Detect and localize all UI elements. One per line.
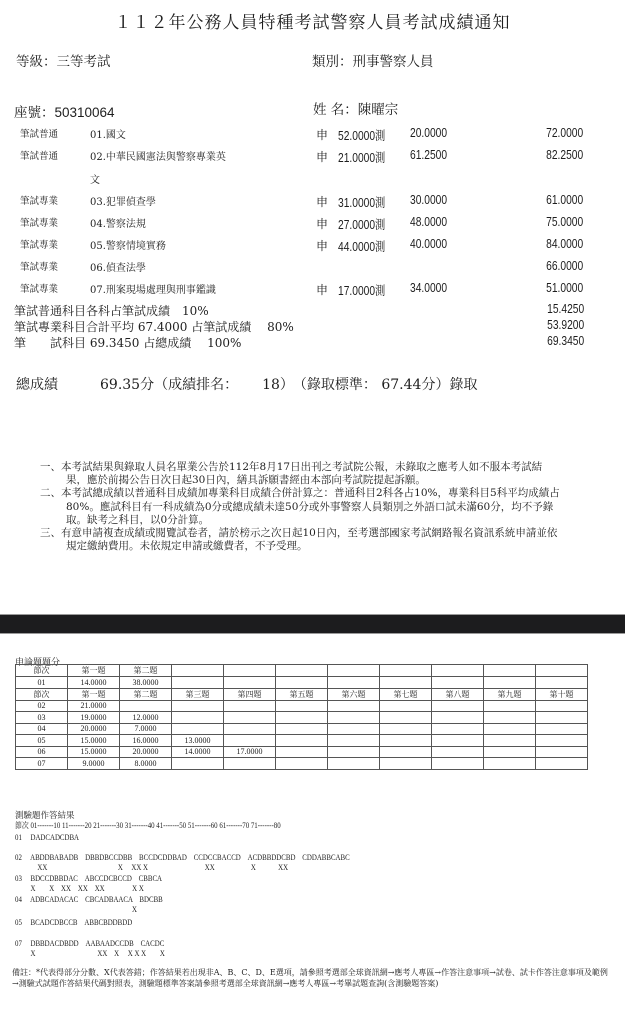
subject-category: 筆試專業 <box>20 240 59 251</box>
summary-label: 筆試專業科目合計平均 67.4000 占筆試成績 80% <box>14 320 294 334</box>
table-cell <box>484 677 536 689</box>
total-score: 69.35分（成績排名： <box>100 377 239 393</box>
answer-line: 07 DBBDACDBDD AABAADCCDB CACDC <box>15 939 165 948</box>
subject-category: 筆試普通 <box>20 129 59 140</box>
table-cell: 7.0000 <box>120 723 172 735</box>
test-score: 61.2500 <box>410 148 448 162</box>
summary-row-written <box>14 334 584 350</box>
wrong-marks-line: X <box>15 905 137 914</box>
table-cell <box>172 665 224 677</box>
subject-total: 66.0000 <box>545 259 583 273</box>
essay-marker: 申 <box>316 150 329 164</box>
table-cell: 14.0000 <box>172 746 224 758</box>
table-cell <box>484 665 536 677</box>
wrong-marks-line: X X XX XX XX X X <box>15 884 144 893</box>
test-score: 30.0000 <box>410 193 448 207</box>
table-cell <box>276 712 328 724</box>
table-cell: 16.0000 <box>120 735 172 747</box>
table-cell <box>172 758 224 770</box>
table-cell: 9.0000 <box>68 758 120 770</box>
subject-row <box>0 259 625 279</box>
table-cell: 節次 <box>16 665 68 677</box>
table-cell: 03 <box>16 712 68 724</box>
subject-name: 03.犯罪偵查學 <box>90 197 156 208</box>
table-cell <box>432 700 484 712</box>
essay-header-row <box>16 665 588 677</box>
table-cell: 第五題 <box>276 688 328 700</box>
essay-score: 44.0000測 <box>338 240 386 254</box>
table-cell <box>328 735 380 747</box>
table-cell <box>172 723 224 735</box>
summary-value: 69.3450 <box>546 334 584 348</box>
table-cell <box>536 712 588 724</box>
table-cell <box>224 758 276 770</box>
table-cell: 15.0000 <box>68 735 120 747</box>
essay-marker: 申 <box>316 239 329 253</box>
essay-score: 21.0000測 <box>338 151 386 165</box>
test-score: 20.0000 <box>410 126 448 140</box>
table-cell <box>120 700 172 712</box>
subject-total: 51.0000 <box>545 281 583 295</box>
table-row <box>16 700 588 712</box>
table-cell: 19.0000 <box>68 712 120 724</box>
table-cell: 01 <box>16 677 68 689</box>
subject-row <box>0 215 625 235</box>
subject-row <box>0 193 625 213</box>
table-cell: 第四題 <box>224 688 276 700</box>
table-cell <box>276 665 328 677</box>
essay-score: 52.0000測 <box>338 129 386 143</box>
table-cell: 20.0000 <box>120 746 172 758</box>
subject-row-continuation <box>0 171 625 191</box>
table-cell <box>484 746 536 758</box>
total-score-line <box>16 374 483 394</box>
table-cell <box>328 700 380 712</box>
table-cell <box>276 746 328 758</box>
table-cell <box>432 735 484 747</box>
table-row <box>16 677 588 689</box>
table-cell: 第九題 <box>484 688 536 700</box>
subject-total: 82.2500 <box>545 148 583 162</box>
table-cell <box>328 712 380 724</box>
test-score: 40.0000 <box>410 237 448 251</box>
table-cell: 12.0000 <box>120 712 172 724</box>
table-cell <box>276 723 328 735</box>
essay-score-table <box>15 664 588 770</box>
table-cell: 第一題 <box>68 688 120 700</box>
note-item: 一、本考試結果與錄取人員名單業公告於112年8月17日出刊之考試院公報，未錄取之應考人如不服本考試結果，應於前揭公告日次日起30日內，繕具訴願書經由本部向考試院提起訴願。 <box>40 461 543 487</box>
exam-category: 類別：刑事警察人員 <box>312 54 434 70</box>
page-separator <box>0 614 625 634</box>
subject-total: 84.0000 <box>545 237 583 251</box>
table-cell <box>536 700 588 712</box>
total-rank: 18） <box>262 377 294 393</box>
essay-score: 27.0000測 <box>338 218 386 232</box>
answer-header: 節次 01-------10 11-------20 21-------30 31-------40 41-------50 51-------60 61-------70 71-------80 <box>15 821 281 830</box>
table-row <box>16 735 588 747</box>
table-cell <box>276 758 328 770</box>
table-cell <box>484 723 536 735</box>
table-cell <box>276 700 328 712</box>
table-cell: 第二題 <box>120 688 172 700</box>
subject-row <box>0 237 625 257</box>
table-cell <box>380 758 432 770</box>
table-cell <box>172 700 224 712</box>
table-cell: 第三題 <box>172 688 224 700</box>
answer-results-title: 測驗題作答結果 <box>15 811 75 821</box>
subject-name-continued: 文 <box>90 175 100 186</box>
subject-total: 72.0000 <box>545 126 583 140</box>
admission-standard: （錄取標準： 67.44分）錄取 <box>299 377 478 393</box>
table-cell <box>224 700 276 712</box>
table-cell: 第一題 <box>68 665 120 677</box>
table-cell: 06 <box>16 746 68 758</box>
document-title: １１２年公務人員特種考試警察人員考試成績通知 <box>114 13 511 33</box>
seat-number-row <box>14 101 115 121</box>
table-cell: 14.0000 <box>68 677 120 689</box>
table-cell <box>328 677 380 689</box>
table-cell <box>536 758 588 770</box>
subject-category: 筆試專業 <box>20 196 59 207</box>
table-row <box>16 723 588 735</box>
table-cell: 17.0000 <box>224 746 276 758</box>
table-row <box>16 712 588 724</box>
name-label: 姓 名： <box>313 102 358 118</box>
table-cell: 21.0000 <box>68 700 120 712</box>
wrong-marks-line: XX X XX X XX X XX <box>15 863 289 872</box>
table-cell <box>536 746 588 758</box>
essay-marker: 申 <box>316 283 329 297</box>
table-cell: 04 <box>16 723 68 735</box>
answer-line: 01 DADCADCDBA <box>15 833 80 842</box>
seat-number: 50310064 <box>54 105 115 120</box>
table-cell <box>484 735 536 747</box>
table-cell <box>432 723 484 735</box>
subject-name: 04.警察法規 <box>90 219 146 230</box>
table-cell <box>328 758 380 770</box>
table-cell <box>276 677 328 689</box>
table-cell <box>432 712 484 724</box>
table-cell <box>380 712 432 724</box>
subject-category: 筆試普通 <box>20 151 59 162</box>
essay-marker: 申 <box>316 217 329 231</box>
subject-total: 75.0000 <box>545 215 583 229</box>
table-cell <box>276 735 328 747</box>
table-cell: 第六題 <box>328 688 380 700</box>
table-cell <box>536 677 588 689</box>
summary-value: 15.4250 <box>546 302 584 316</box>
table-cell: 第七題 <box>380 688 432 700</box>
subject-category: 筆試專業 <box>20 262 59 273</box>
table-cell <box>172 677 224 689</box>
table-cell: 38.0000 <box>120 677 172 689</box>
total-label: 總成績 <box>16 377 58 393</box>
essay-header-row <box>16 688 588 700</box>
table-cell <box>432 677 484 689</box>
essay-scores-title: 申論題題分 <box>15 658 61 668</box>
table-cell <box>328 746 380 758</box>
wrong-marks-line: X XX X X X X X <box>15 949 165 958</box>
summary-value: 53.9200 <box>546 318 584 332</box>
table-cell: 第二題 <box>120 665 172 677</box>
table-cell <box>224 665 276 677</box>
essay-score: 31.0000測 <box>338 196 386 210</box>
table-cell: 第十題 <box>536 688 588 700</box>
answer-line: 02 ABDDBABADB DBBDBCCDBB BCCDCDDBAD CCDCCBACCD ACDBBDDCBD CDDABBCABC <box>15 853 350 862</box>
subject-total: 61.0000 <box>545 193 583 207</box>
answer-line: 04 ADBCADACAC CBCADBAACA BDCBB <box>15 895 163 904</box>
table-cell <box>380 746 432 758</box>
subject-category: 筆試專業 <box>20 284 59 295</box>
table-cell <box>536 665 588 677</box>
table-cell: 節次 <box>16 688 68 700</box>
answer-line: 05 BCADCDBCCB ABBCBDDBDD <box>15 918 133 927</box>
note-item: 二、本考試總成績以普通科目成績加專業科目成績合併計算之：普通科目2科各占10%，專業科目5科平均成績占80%。應試科目有一科成績為0分或總成績未達50分或外事警察人員類別之外語口試未滿60分，均不予錄取。缺考之科目，以0分計算。 <box>40 487 560 526</box>
table-row <box>16 758 588 770</box>
exam-level: 等級：三等考試 <box>16 54 111 70</box>
table-cell: 07 <box>16 758 68 770</box>
table-cell: 13.0000 <box>172 735 224 747</box>
table-cell <box>484 700 536 712</box>
table-cell <box>224 712 276 724</box>
table-cell <box>380 723 432 735</box>
subject-name: 07.刑案現場處理與刑事鑑識 <box>90 285 216 296</box>
test-score: 48.0000 <box>410 215 448 229</box>
subject-name: 06.偵查法學 <box>90 263 146 274</box>
table-cell: 02 <box>16 700 68 712</box>
summary-row-general <box>14 302 584 318</box>
table-cell <box>380 665 432 677</box>
table-cell <box>328 665 380 677</box>
remarks-footnote: 備註：*代表得部分分數、X代表答錯；作答結果若出現非A、B、C、D、E選項，請參照考選部全球資訊網→應考人專區→作答注意事項→試卷、試卡作答注意事項及範例→測驗式試題作答結果代碼對照表，測驗題標準答案請參照考選部全球資訊網→應考人專區→考畢試題查詢(含測驗題答案) <box>12 968 608 988</box>
table-cell <box>380 700 432 712</box>
summary-row-professional <box>14 318 584 334</box>
table-row <box>16 746 588 758</box>
essay-marker: 申 <box>316 195 329 209</box>
essay-marker: 申 <box>316 128 329 142</box>
summary-label: 筆 試科目 69.3450 占總成績 100% <box>14 336 242 350</box>
table-cell <box>484 712 536 724</box>
table-cell: 15.0000 <box>68 746 120 758</box>
summary-label: 筆試普通科目各科占筆試成績 10% <box>14 304 209 318</box>
candidate-name: 陳曜宗 <box>357 102 399 118</box>
essay-score: 17.0000測 <box>338 284 386 298</box>
table-cell <box>224 677 276 689</box>
subject-name: 02.中華民國憲法與警察專業英 <box>90 152 226 163</box>
table-cell <box>224 735 276 747</box>
answer-line: 03 BDCCDBBDAC ABCCDCBCCD CBBCA <box>15 874 163 883</box>
table-cell: 8.0000 <box>120 758 172 770</box>
table-cell <box>432 665 484 677</box>
candidate-name-row <box>313 98 398 118</box>
subject-name: 05.警察情境實務 <box>90 241 166 252</box>
table-cell <box>432 758 484 770</box>
note-item: 三、有意申請複查成績或閱覽試卷者，請於榜示之次日起10日內，至考選部國家考試網路報名資訊系統申請並依規定繳納費用。未依規定申請或繳費者，不予受理。 <box>40 527 558 553</box>
table-cell <box>380 677 432 689</box>
subject-row <box>0 281 625 301</box>
table-cell: 第八題 <box>432 688 484 700</box>
table-cell: 20.0000 <box>68 723 120 735</box>
test-score: 34.0000 <box>410 281 448 295</box>
subject-row <box>0 126 625 146</box>
notice-notes <box>40 461 560 553</box>
table-cell: 05 <box>16 735 68 747</box>
table-cell <box>224 723 276 735</box>
table-cell <box>536 735 588 747</box>
subject-category: 筆試專業 <box>20 218 59 229</box>
subject-row <box>0 148 625 168</box>
seat-label: 座號： <box>14 105 55 121</box>
table-cell <box>432 746 484 758</box>
table-cell <box>172 712 224 724</box>
subject-name: 01.國文 <box>90 130 126 141</box>
table-cell <box>484 758 536 770</box>
table-cell <box>380 735 432 747</box>
table-cell <box>328 723 380 735</box>
table-cell <box>536 723 588 735</box>
